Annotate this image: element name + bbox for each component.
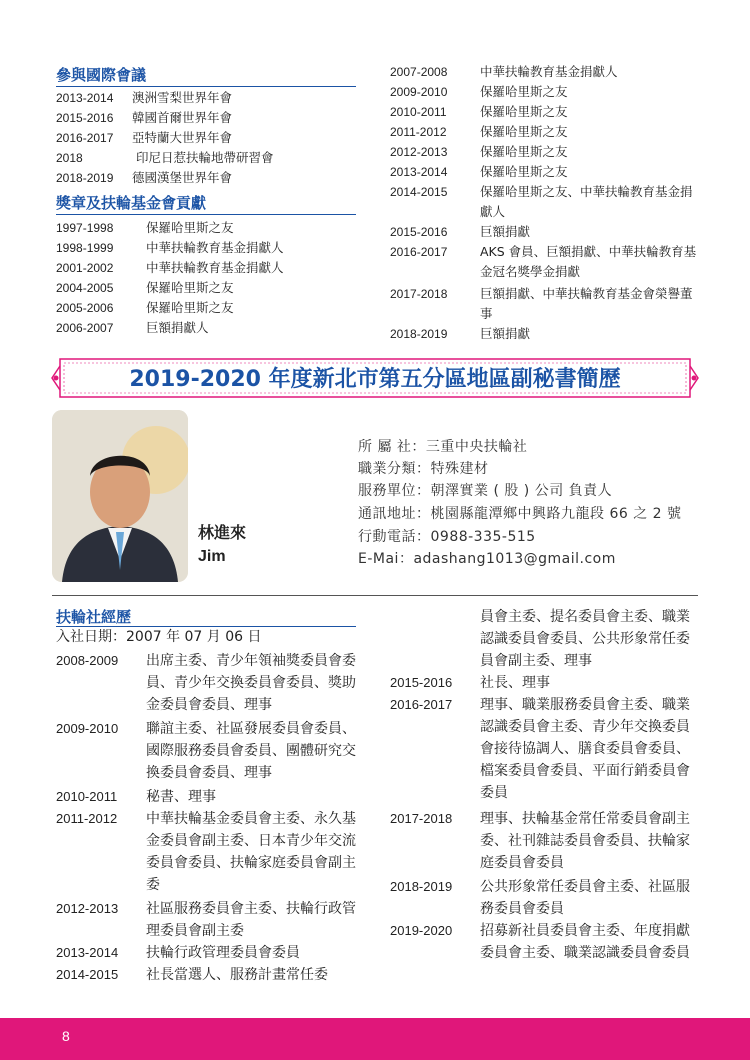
list-item xyxy=(56,298,234,318)
item-year: 2006-2007 xyxy=(56,321,114,335)
item-year: 2004-2005 xyxy=(56,281,114,295)
item-text: 德國漢堡世界年會 xyxy=(132,170,233,185)
item-text: 保羅哈里斯之友 xyxy=(146,280,234,295)
item-text: 亞特蘭大世界年會 xyxy=(132,130,233,145)
item-text: 澳洲雪梨世界年會 xyxy=(132,90,233,105)
list-item xyxy=(56,218,234,238)
page-number: 8 xyxy=(62,1028,70,1044)
item-text: 保羅哈里斯之友 xyxy=(480,164,568,179)
item-text: 巨額捐獻 xyxy=(480,326,531,341)
list-item xyxy=(390,808,702,874)
item-text: 保羅哈里斯之友 xyxy=(480,104,568,119)
info-club: 所 屬 社：三重中央扶輪社 xyxy=(358,439,528,455)
item-year: 2011-2012 xyxy=(390,125,447,139)
item-year: 2014-2015 xyxy=(390,185,448,199)
list-item xyxy=(56,786,368,808)
list-item xyxy=(56,278,234,298)
info-company: 服務單位：朝澤實業 ( 股 ) 公司 負責人 xyxy=(358,483,613,499)
item-year: 2017-2018 xyxy=(390,287,448,301)
heading-underline xyxy=(56,214,356,215)
item-year: 2009-2010 xyxy=(56,721,119,736)
item-text: 保羅哈里斯之友、中華扶輪教育基金捐獻人 xyxy=(480,184,693,219)
item-year: 2017-2018 xyxy=(390,811,453,826)
item-year: 2014-2015 xyxy=(56,967,119,982)
list-item xyxy=(390,694,702,804)
item-year: 2013-2014 xyxy=(56,91,114,105)
footer-bar xyxy=(0,1018,750,1060)
item-text: 社長當選人、服務計畫常任委 xyxy=(146,967,328,983)
item-text: 印尼日惹扶輪地帶研習會 xyxy=(136,150,274,165)
list-item xyxy=(390,62,702,82)
section-heading-history: 扶輪社經歷 xyxy=(56,608,132,626)
item-text: 社長、理事 xyxy=(480,675,550,691)
item-year: 2016-2017 xyxy=(56,131,114,145)
item-year: 1997-1998 xyxy=(56,221,114,235)
info-email: E-Mai：adashang1013@gmail.com xyxy=(358,551,616,567)
item-text: 社區服務委員會主委、扶輪行政管理委員會副主委 xyxy=(146,901,356,939)
item-text: 保羅哈里斯之友 xyxy=(480,144,568,159)
item-year: 2005-2006 xyxy=(56,301,114,315)
heading-underline xyxy=(56,86,356,87)
list-item xyxy=(390,182,702,222)
item-text: 聯誼主委、社區發展委員會委員、國際服務委員會委員、團體研究交換委員會委員、理事 xyxy=(146,721,356,781)
item-text: 招募新社員委員會主委、年度捐獻委員會主委、職業認識委員會委員 xyxy=(480,923,690,961)
list-item xyxy=(56,898,368,942)
section-heading-awards: 獎章及扶輪基金會貢獻 xyxy=(56,194,207,212)
portrait-image xyxy=(52,410,188,582)
item-text: 中華扶輪教育基金捐獻人 xyxy=(146,240,284,255)
item-year: 2018-2019 xyxy=(390,879,453,894)
item-year: 2016-2017 xyxy=(390,245,448,259)
list-item xyxy=(56,942,368,964)
list-item xyxy=(56,318,209,338)
person-name-chinese: 林進來 xyxy=(198,523,247,542)
item-text: 中華扶輪教育基金捐獻人 xyxy=(480,64,618,79)
list-item xyxy=(390,242,702,282)
item-text: 保羅哈里斯之友 xyxy=(146,220,234,235)
list-item xyxy=(390,672,702,694)
item-text: 保羅哈里斯之友 xyxy=(480,84,568,99)
list-item xyxy=(390,324,702,344)
item-year: 2010-2011 xyxy=(390,105,447,119)
item-year: 2008-2009 xyxy=(56,653,119,668)
person-name-english: Jim xyxy=(198,548,226,565)
item-year: 2012-2013 xyxy=(390,145,448,159)
item-text: 巨額捐獻 xyxy=(480,224,531,239)
list-item-continued: 員會主委、提名委員會主委、職業認識委員會委員、公共形象常任委員會副主委、理事 xyxy=(480,609,690,669)
info-phone: 行動電話：0988-335-515 xyxy=(358,529,536,545)
list-item xyxy=(56,964,368,986)
list-item xyxy=(390,222,702,242)
item-year: 2015-2016 xyxy=(390,225,448,239)
item-text: 巨額捐獻人 xyxy=(146,320,209,335)
item-year: 2013-2014 xyxy=(390,165,448,179)
list-item xyxy=(390,920,702,964)
list-item xyxy=(56,258,284,278)
info-category: 職業分類：特殊建材 xyxy=(358,461,489,477)
list-item xyxy=(56,808,368,896)
list-item xyxy=(56,718,368,784)
list-item xyxy=(390,102,702,122)
item-year: 2016-2017 xyxy=(390,697,453,712)
item-text: 保羅哈里斯之友 xyxy=(480,124,568,139)
list-item xyxy=(390,82,702,102)
item-year: 2015-2016 xyxy=(56,111,114,125)
item-year: 2018-2019 xyxy=(56,171,114,185)
item-year: 2015-2016 xyxy=(390,675,453,690)
item-year: 1998-1999 xyxy=(56,241,114,255)
item-year: 2007-2008 xyxy=(390,65,448,79)
item-year: 2013-2014 xyxy=(56,945,119,960)
list-item xyxy=(56,650,368,716)
join-date: 入社日期：2007 年 07 月 06 日 xyxy=(56,629,262,645)
item-year: 2010-2011 xyxy=(56,789,118,804)
item-text: 巨額捐獻、中華扶輪教育基金會榮譽董事 xyxy=(480,286,693,321)
item-year: 2018 xyxy=(56,151,83,165)
list-item xyxy=(56,148,274,168)
list-item xyxy=(56,128,232,148)
item-text: 扶輪行政管理委員會委員 xyxy=(146,945,300,961)
list-item xyxy=(390,122,702,142)
item-text: 理事、職業服務委員會主委、職業認識委員會主委、青少年交換委員會接待協調人、膳食委員會委員、檔案委員會委員、平面行銷委員會委員 xyxy=(480,697,690,801)
item-text: 保羅哈里斯之友 xyxy=(146,300,234,315)
info-address: 通訊地址：桃園縣龍潭鄉中興路九龍段 66 之 2 號 xyxy=(358,506,682,522)
list-item xyxy=(390,284,702,324)
list-item xyxy=(390,162,702,182)
item-text: 中華扶輪教育基金捐獻人 xyxy=(146,260,284,275)
list-item xyxy=(390,876,702,920)
item-text: 公共形象常任委員會主委、社區服務委員會委員 xyxy=(480,879,690,917)
item-text: 秘書、理事 xyxy=(146,789,216,805)
item-year: 2018-2019 xyxy=(390,327,448,341)
item-year: 2009-2010 xyxy=(390,85,448,99)
item-text: 中華扶輪基金委員會主委、永久基金委員會副主委、日本青少年交流委員會委員、扶輪家庭委員會副主委 xyxy=(146,811,356,893)
item-year: 2019-2020 xyxy=(390,923,453,938)
profile-photo xyxy=(52,410,188,582)
item-text: 韓國首爾世界年會 xyxy=(132,110,233,125)
list-item xyxy=(56,108,232,128)
item-text: 出席主委、青少年領袖獎委員會委員、青少年交換委員會委員、獎助金委員會委員、理事 xyxy=(146,653,356,713)
item-text: 理事、扶輪基金常任常委員會副主委、社刊雜誌委員會委員、扶輪家庭委員會委員 xyxy=(480,811,690,871)
item-year: 2001-2002 xyxy=(56,261,114,275)
section-heading-international: 參與國際會議 xyxy=(56,66,147,84)
list-item xyxy=(390,142,702,162)
item-year: 2011-2012 xyxy=(56,811,118,826)
list-item xyxy=(56,168,232,188)
list-item xyxy=(56,88,232,108)
divider xyxy=(52,595,698,596)
item-text: AKS 會員、巨額捐獻、中華扶輪教育基金冠名獎學金捐獻 xyxy=(480,244,697,279)
item-year: 2012-2013 xyxy=(56,901,119,916)
list-item xyxy=(56,238,284,258)
page-title: 2019-2020 年度新北市第五分區地區副秘書簡歷 xyxy=(129,367,621,392)
